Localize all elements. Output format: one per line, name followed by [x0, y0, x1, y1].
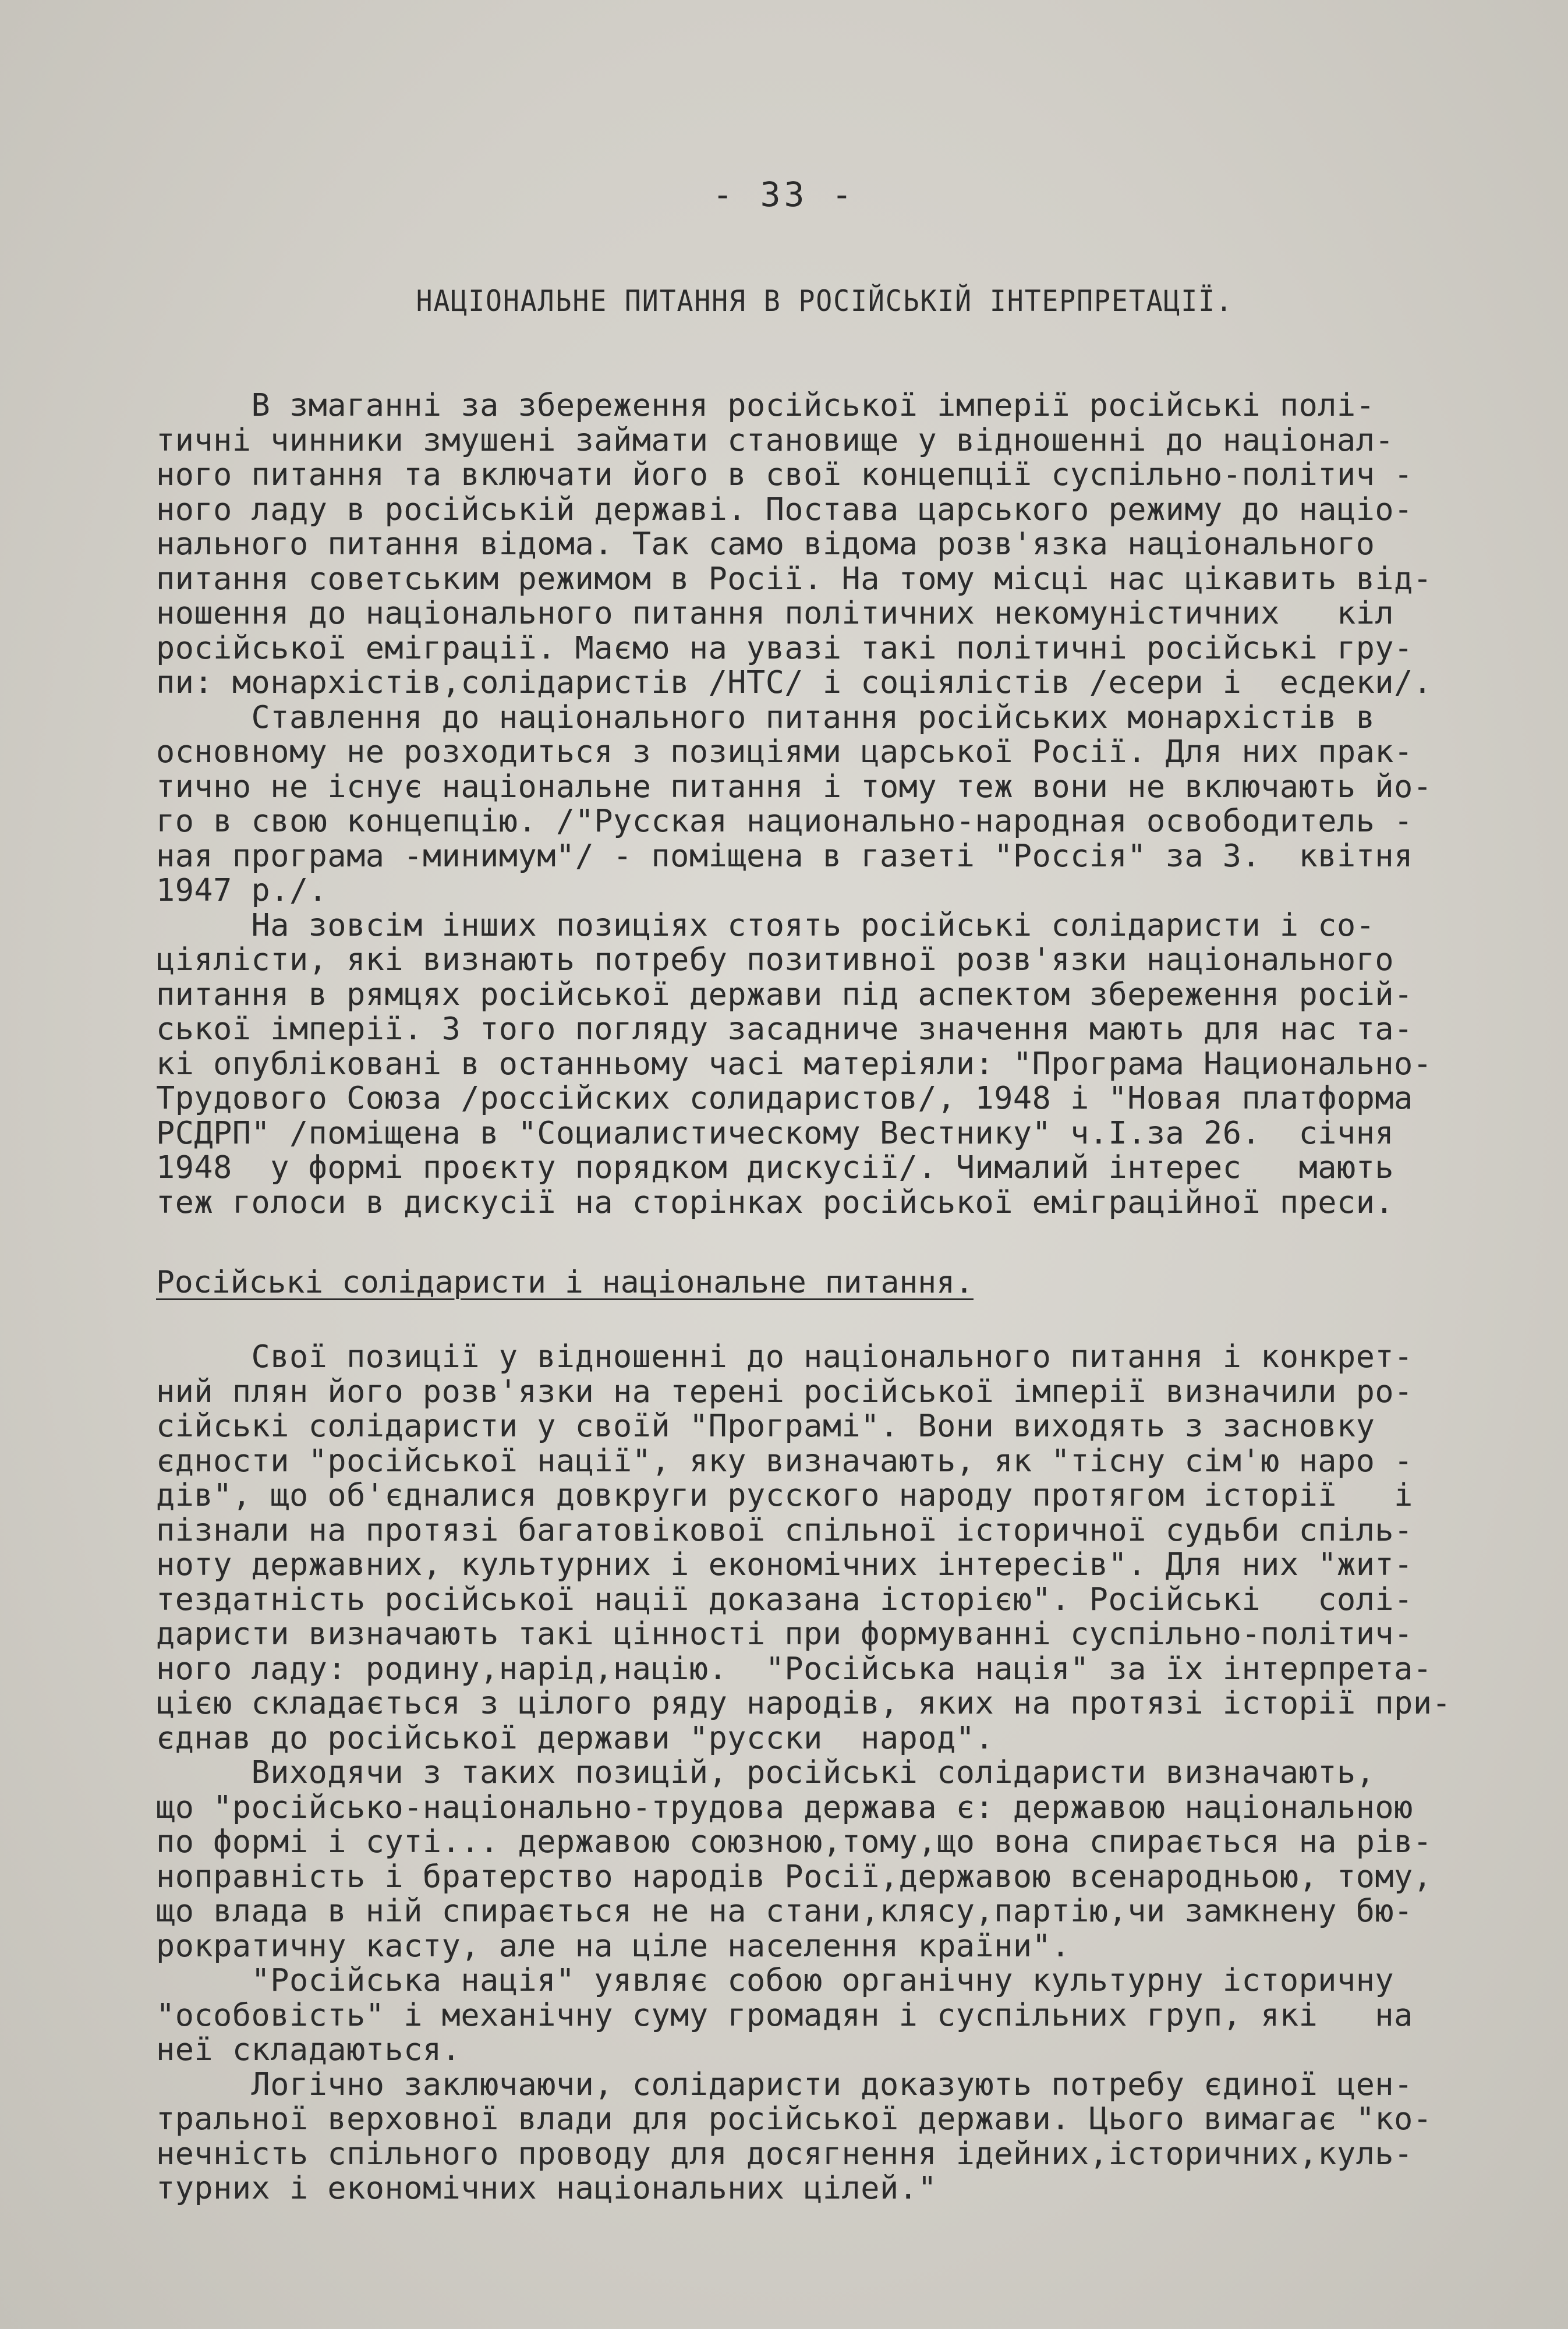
text-line: ноту державних, культурних і економічних інтересів". Для них "жит- — [156, 1546, 1413, 1583]
page-title: НАЦІОНАЛЬНЕ ПИТАННЯ В РОСІЙСЬКІЙ ІНТЕРПРЕТАЦІЇ. — [416, 284, 1233, 318]
text-line: ноправність і братерство народів Росії,державою всенародньою, тому, — [156, 1857, 1432, 1895]
text-line: РСДРП" /поміщена в "Социалистическому Вестнику" ч.І.за 26. січня — [156, 1114, 1394, 1151]
text-line: неї складаються. — [156, 2031, 461, 2068]
text-line: 1947 р./. — [156, 872, 328, 908]
intro-paragraphs — [156, 388, 1466, 1219]
text-line: даристи визначають такі цінності при формуванні суспільно-політич- — [156, 1615, 1413, 1652]
text-line: Свої позиції у відношенні до національного питання і конкрет- — [156, 1338, 1413, 1375]
text-line: пи: монархістів,солідаристів /НТС/ і соціялістів /есери і есдеки/. — [156, 664, 1432, 700]
text-line: ного ладу в російській державі. Постава царського режиму до націо- — [156, 490, 1413, 528]
section-paragraphs — [156, 1339, 1466, 2206]
text-line: ціялісти, які визнають потребу позитивної розв'язки національного — [156, 941, 1394, 978]
text-line: ний плян його розв'язки на терені російської імперії визначили ро- — [156, 1372, 1413, 1410]
text-line: турних і економічних національних цілей." — [156, 2169, 937, 2206]
text-line: рократичну касту, але на ціле населення країни". — [156, 1927, 1071, 1964]
text-line: теж голоси в дискусії на сторінках російської еміграційної преси. — [156, 1183, 1394, 1220]
text-line: основному не розходиться з позиціями царської Росії. Для них прак- — [156, 733, 1413, 770]
text-line: нального питання відома. Так само відома розв'язка національного — [156, 525, 1375, 562]
text-line: нечність спільного проводу для досягнення ідейних,історичних,куль- — [156, 2135, 1413, 2172]
text-line: го в свою концепцію. /"Русская национально-народная освободитель - — [156, 802, 1413, 839]
text-line: В змаганні за збереження російської імперії російські полі- — [156, 387, 1375, 423]
text-line: цією складається з цілого ряду народів, яких на протязі історії при- — [156, 1684, 1452, 1721]
text-line: пізнали на протязі багатовікової спільної історичної судьби спіль- — [156, 1511, 1413, 1548]
text-line: тично не існує національне питання і тому теж вони не включають йо- — [156, 767, 1432, 805]
text-line: 1948 у формі проєкту порядком дискусії/. Чималий інтерес мають — [156, 1149, 1394, 1185]
text-line: Виходячи з таких позицій, російські солідаристи визначають, — [156, 1754, 1375, 1790]
text-line: кі опубліковані в останньому часі матеріяли: "Програма Национально- — [156, 1045, 1432, 1082]
text-line: ношення до національного питання політичних некомуністичних кіл — [156, 594, 1394, 631]
section-heading: Російські солідаристи і національне питання. — [156, 1265, 974, 1300]
page-number: - 33 - — [712, 175, 856, 214]
text-line: ного питання та включати його в свої концепції суспільно-політич - — [156, 456, 1413, 493]
text-line: по формі і суті... державою союзною,тому,що вона спирається на рів- — [156, 1823, 1432, 1860]
text-line: що влада в ній спирається не на стани,клясу,партію,чи замкнену бю- — [156, 1892, 1413, 1929]
text-line: єдности "російської нації", яку визначають, як "тісну сім'ю наро - — [156, 1442, 1413, 1479]
text-line: ської імперії. З того погляду засадниче значення мають для нас та- — [156, 1010, 1413, 1047]
text-line: тральної верховної влади для російської держави. Цього вимагає "ко- — [156, 2100, 1432, 2137]
text-line: ная програма -минимум"/ - поміщена в газеті "Россія" за 3. квітня — [156, 837, 1413, 874]
text-line: що "російсько-національно-трудова держава є: державою національною — [156, 1788, 1413, 1825]
text-line: тездатність російської нації доказана історією". Російські солі- — [156, 1580, 1413, 1617]
text-line: тичні чинники змушені займати становище у відношенні до націонал- — [156, 421, 1394, 458]
text-line: російської еміграції. Маємо на увазі такі політичні російські гру- — [156, 629, 1413, 666]
text-line: "особовість" і механічну суму громадян і суспільних груп, які на — [156, 1996, 1413, 2033]
text-line: питання в рямцях російської держави під аспектом збереження росій- — [156, 975, 1413, 1013]
text-line: Логічно заключаючи, солідаристи доказують потребу єдиної цен- — [156, 2065, 1413, 2103]
text-line: Трудового Союза /россійских солидаристов/, 1948 і "Новая платформа — [156, 1079, 1413, 1116]
text-line: "Російська нація" уявляє собою органічну культурну історичну — [156, 1962, 1394, 1998]
text-line: сійські солідаристи у своїй "Програмі". Вони виходять з засновку — [156, 1407, 1375, 1444]
text-line: дів", що об'єдналися довкруги русского народу протягом історії і — [156, 1477, 1413, 1513]
text-line: Ставлення до національного питання російських монархістів в — [156, 698, 1375, 735]
text-line: питання советським режимом в Росії. На тому місці нас цікавить від- — [156, 560, 1432, 597]
text-line: ного ладу: родину,нарід,націю. "Російська нація" за їх інтерпрета- — [156, 1650, 1432, 1687]
text-line: На зовсім інших позиціях стоять російські солідаристи і со- — [156, 906, 1375, 943]
text-line: єднав до російської держави "русски народ". — [156, 1719, 994, 1756]
